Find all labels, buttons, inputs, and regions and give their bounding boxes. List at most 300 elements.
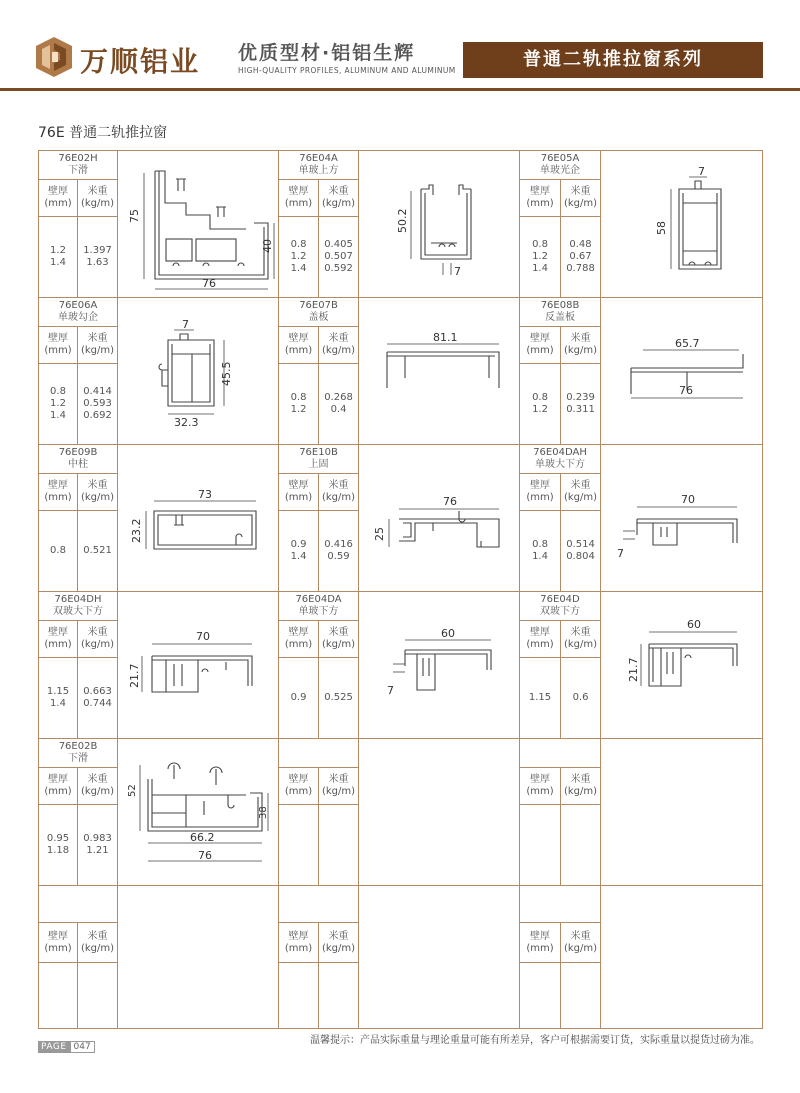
value-item: 1.4 [532, 263, 548, 275]
profile-drawing-76E07B [359, 298, 520, 444]
page-label: PAGE [38, 1041, 70, 1053]
empty-drawing-cell [359, 886, 520, 1029]
thickness-header [279, 180, 319, 217]
profile-name-cell [39, 151, 118, 180]
thickness-header [39, 621, 78, 658]
thickness-values [520, 963, 561, 1029]
weight-header [78, 621, 118, 658]
weight-header [561, 768, 601, 805]
weight-values [319, 658, 359, 739]
header-unit: (kg/m) [80, 639, 115, 651]
thickness-header [39, 327, 78, 364]
header-label: 米重 [328, 186, 349, 198]
header-unit: (mm) [284, 492, 313, 504]
header-label: 壁厚 [48, 186, 68, 198]
header-unit: (kg/m) [321, 639, 356, 651]
header-unit: (mm) [526, 639, 554, 651]
thickness-header [39, 474, 78, 511]
header-label: 米重 [87, 186, 108, 198]
profile-drawing-76E08B [601, 298, 763, 444]
header-label: 壁厚 [530, 480, 551, 492]
dim-label: 25 [373, 527, 387, 541]
thickness-values [279, 658, 319, 739]
value-item: 0.788 [566, 263, 595, 275]
thickness-values [520, 511, 561, 592]
dim-label: 60 [441, 627, 456, 640]
section-title: 76E 普通二轨推拉窗 [38, 125, 168, 141]
weight-values [319, 511, 359, 592]
weight-values [319, 217, 359, 298]
thickness-header [39, 768, 78, 805]
header-label: 米重 [328, 930, 349, 942]
weight-list [561, 692, 600, 704]
profile-name: 中柱 [68, 459, 88, 471]
weight-values [561, 658, 601, 739]
weight-values [561, 511, 601, 592]
value-item: 0.525 [324, 692, 353, 704]
weight-list [319, 392, 358, 416]
header-unit: (mm) [526, 786, 554, 798]
thickness-header [279, 923, 319, 963]
weight-list [319, 539, 358, 563]
value-item: 0.9 [290, 692, 307, 704]
thickness-header [39, 923, 78, 963]
profile-name-cell [520, 445, 601, 474]
value-item: 0.48 [569, 239, 592, 251]
profile-name: 双玻大下方 [53, 606, 103, 618]
thickness-header [520, 923, 561, 963]
value-item: 0.8 [50, 545, 66, 557]
header-unit: (kg/m) [80, 786, 115, 798]
weight-list [319, 692, 358, 704]
header-label: 米重 [570, 774, 591, 786]
value-item: 1.4 [50, 698, 66, 710]
thickness-list [39, 545, 77, 557]
weight-header [319, 621, 359, 658]
profile-name-cell [39, 592, 118, 621]
dim-label: 7 [387, 684, 395, 697]
weight-values [78, 805, 118, 886]
thickness-list [39, 386, 77, 422]
weight-values [78, 217, 118, 298]
empty-name-cell [39, 886, 118, 923]
profile-name-cell [279, 298, 359, 327]
profile-name-cell [279, 592, 359, 621]
profile-code: 76E02B [58, 741, 98, 753]
profile-drawing-cell [359, 592, 520, 739]
header-unit: (kg/m) [563, 942, 598, 954]
header-label: 壁厚 [288, 186, 309, 198]
header-unit: (kg/m) [563, 198, 598, 210]
header-unit: (mm) [284, 345, 313, 357]
thickness-list [520, 239, 560, 275]
profile-name: 单玻光企 [540, 165, 581, 177]
weight-header [319, 327, 359, 364]
dim-label: 52 [127, 784, 139, 797]
empty-name-cell [279, 739, 359, 768]
header-label: 米重 [87, 333, 108, 345]
profile-catalog-table [38, 150, 763, 1029]
empty-name-cell [520, 739, 601, 768]
header-label: 米重 [87, 627, 108, 639]
dim-label: 7 [698, 165, 706, 178]
empty-drawing-cell [601, 739, 763, 886]
profile-drawing-76E04D [601, 592, 763, 738]
weight-header [78, 474, 118, 511]
profile-drawing-76E10B [359, 445, 520, 591]
dim-label: 70 [681, 493, 696, 506]
thickness-values [39, 511, 78, 592]
thickness-values [520, 364, 561, 445]
header-label: 壁厚 [288, 333, 309, 345]
weight-values [319, 805, 359, 886]
profile-drawing-76E09B [118, 445, 279, 591]
value-item: 1.4 [50, 257, 66, 269]
thickness-header [279, 768, 319, 805]
profile-code: 76E10B [299, 447, 338, 459]
profile-name: 上固 [308, 459, 329, 471]
dim-label: 76 [202, 277, 217, 290]
profile-name: 反盖板 [545, 312, 576, 324]
header-label: 米重 [570, 627, 591, 639]
header-unit: (mm) [284, 639, 313, 651]
value-item: 0.311 [566, 404, 595, 416]
empty-name-cell [520, 886, 601, 923]
dim-label: 76 [443, 495, 458, 508]
weight-list [319, 239, 358, 275]
profile-name: 盖板 [308, 312, 329, 324]
header-label: 壁厚 [530, 774, 551, 786]
thickness-list [279, 239, 318, 275]
value-item: 0.8 [290, 239, 307, 251]
weight-header [319, 768, 359, 805]
header-unit: (kg/m) [563, 786, 598, 798]
value-item: 0.59 [327, 551, 350, 563]
weight-list [561, 239, 600, 275]
value-item: 1.18 [46, 845, 70, 857]
value-item: 0.744 [83, 698, 112, 710]
page-header [0, 0, 800, 92]
value-item: 0.4 [330, 404, 347, 416]
header-unit: (mm) [44, 786, 72, 798]
value-item: 0.67 [569, 251, 592, 263]
profile-drawing-76E04DAH [601, 445, 763, 591]
thickness-header [520, 621, 561, 658]
dim-label: 21.7 [627, 657, 641, 682]
weight-header [319, 923, 359, 963]
value-item: 1.2 [50, 398, 66, 410]
dim-label: 7 [617, 547, 625, 560]
thickness-list [39, 245, 77, 269]
header-label: 壁厚 [48, 930, 68, 942]
header-unit: (mm) [284, 786, 313, 798]
value-item: 1.397 [83, 245, 112, 257]
profile-code: 76E04A [299, 153, 338, 165]
value-item: 1.63 [86, 257, 109, 269]
thickness-list [520, 392, 560, 416]
dim-label: 65.7 [675, 337, 700, 350]
profile-name-cell [520, 298, 601, 327]
footer-note: 温馨提示：产品实际重量与理论重量可能有所差异，客户可根据需要订货，实际重量以提货过磅为准。 [310, 1035, 760, 1046]
profile-drawing-76E04DA [359, 592, 520, 738]
header-unit: (mm) [526, 345, 554, 357]
weight-values [78, 511, 118, 592]
value-item: 1.2 [532, 404, 548, 416]
thickness-values [279, 217, 319, 298]
thickness-values [39, 963, 78, 1029]
weight-list [78, 545, 117, 557]
header-unit: (kg/m) [563, 639, 598, 651]
value-item: 0.414 [83, 386, 112, 398]
header-label: 壁厚 [288, 480, 309, 492]
profile-code: 76E02H [58, 153, 98, 165]
value-item: 0.8 [290, 392, 307, 404]
profile-code: 76E04D [540, 594, 580, 606]
header-divider [0, 88, 800, 91]
weight-list [78, 245, 117, 269]
profile-name-cell [39, 298, 118, 327]
dim-label: 81.1 [433, 331, 458, 344]
header-label: 壁厚 [48, 480, 68, 492]
profile-drawing-cell [118, 151, 279, 298]
header-unit: (mm) [526, 492, 554, 504]
weight-values [561, 963, 601, 1029]
header-label: 米重 [87, 774, 108, 786]
profile-drawing-cell [601, 298, 763, 445]
weight-header [78, 768, 118, 805]
profile-drawing-cell [359, 151, 520, 298]
weight-header [78, 180, 118, 217]
value-item: 1.15 [46, 686, 70, 698]
weight-values [78, 658, 118, 739]
profile-code: 76E05A [540, 153, 580, 165]
header-unit: (mm) [526, 942, 554, 954]
profile-name: 单玻勾企 [58, 312, 98, 324]
empty-drawing-cell [118, 886, 279, 1029]
header-label: 壁厚 [530, 930, 551, 942]
value-item: 0.692 [83, 410, 112, 422]
dim-label: 50.2 [396, 208, 410, 233]
header-label: 米重 [87, 930, 108, 942]
thickness-header [279, 327, 319, 364]
header-label: 壁厚 [530, 627, 551, 639]
thickness-list [520, 692, 560, 704]
thickness-header [520, 180, 561, 217]
value-item: 0.507 [324, 251, 353, 263]
value-item: 0.8 [532, 539, 548, 551]
dim-label: 76 [198, 849, 213, 862]
value-item: 0.416 [324, 539, 353, 551]
thickness-header [520, 327, 561, 364]
thickness-values [279, 805, 319, 886]
weight-header [78, 327, 118, 364]
profile-drawing-76E05A [601, 151, 763, 297]
thickness-values [39, 217, 78, 298]
dim-label: 70 [196, 630, 211, 643]
header-unit: (mm) [284, 942, 313, 954]
weight-values [319, 364, 359, 445]
header-label: 壁厚 [288, 930, 309, 942]
profile-name: 单玻大下方 [535, 459, 586, 471]
header-unit: (kg/m) [80, 942, 115, 954]
value-item: 1.2 [532, 251, 548, 263]
profile-name: 单玻下方 [298, 606, 339, 618]
header-unit: (mm) [44, 942, 72, 954]
page-number: 047 [70, 1041, 95, 1053]
value-item: 0.983 [83, 833, 112, 845]
header-label: 米重 [570, 186, 591, 198]
thickness-values [279, 963, 319, 1029]
thickness-list [279, 392, 318, 416]
header-label: 米重 [87, 480, 108, 492]
header-label: 壁厚 [530, 186, 551, 198]
thickness-list [279, 539, 318, 563]
profile-code: 76E04DA [295, 594, 342, 606]
profile-drawing-76E04DH [118, 592, 279, 738]
thickness-header [520, 768, 561, 805]
profile-drawing-cell [118, 445, 279, 592]
weight-header [561, 474, 601, 511]
header-unit: (kg/m) [80, 198, 115, 210]
value-item: 0.405 [324, 239, 353, 251]
value-item: 0.514 [566, 539, 595, 551]
dim-label: 73 [198, 488, 213, 501]
value-item: 1.15 [528, 692, 552, 704]
weight-header [561, 180, 601, 217]
weight-values [561, 364, 601, 445]
value-item: 0.8 [532, 239, 548, 251]
header-label: 米重 [570, 480, 591, 492]
value-item: 1.21 [86, 845, 109, 857]
value-item: 1.4 [290, 551, 307, 563]
header-unit: (kg/m) [80, 345, 115, 357]
thickness-values [520, 805, 561, 886]
value-item: 0.8 [532, 392, 548, 404]
header-label: 米重 [328, 333, 349, 345]
dim-label: 38 [258, 806, 270, 819]
dim-label: 58 [655, 221, 669, 235]
thickness-header [279, 474, 319, 511]
brand-slogan: 优质型材·铝铝生辉 [238, 42, 416, 64]
dim-label: 23.2 [130, 518, 144, 543]
profile-drawing-cell [601, 151, 763, 298]
weight-values [561, 805, 601, 886]
profile-drawing-76E02H [118, 151, 279, 297]
header-unit: (mm) [44, 198, 72, 210]
thickness-values [39, 658, 78, 739]
weight-list [561, 392, 600, 416]
profile-drawing-cell [359, 445, 520, 592]
thickness-header [39, 180, 78, 217]
header-label: 米重 [570, 333, 591, 345]
header-label: 壁厚 [530, 333, 551, 345]
header-label: 米重 [328, 480, 349, 492]
header-unit: (kg/m) [563, 492, 598, 504]
header-unit: (mm) [44, 345, 72, 357]
value-item: 0.593 [83, 398, 112, 410]
profile-name-cell [279, 151, 359, 180]
profile-name: 单玻上方 [298, 165, 339, 177]
value-item: 1.4 [50, 410, 66, 422]
header-unit: (kg/m) [321, 942, 356, 954]
thickness-values [39, 805, 78, 886]
profile-name-cell [39, 445, 118, 474]
weight-list [78, 833, 117, 857]
header-label: 壁厚 [48, 774, 68, 786]
header-label: 壁厚 [288, 774, 309, 786]
brand-logo-icon [36, 37, 72, 77]
weight-list [78, 686, 117, 710]
value-item: 1.4 [290, 263, 307, 275]
header-label: 米重 [328, 627, 349, 639]
value-item: 0.663 [83, 686, 112, 698]
thickness-list [39, 686, 77, 710]
profile-drawing-76E02B [118, 739, 279, 885]
profile-drawing-cell [601, 592, 763, 739]
profile-name: 双玻下方 [540, 606, 581, 618]
dim-label: 75 [128, 209, 142, 223]
thickness-values [279, 364, 319, 445]
weight-list [78, 386, 117, 422]
header-unit: (kg/m) [80, 492, 115, 504]
value-item: 0.9 [290, 539, 307, 551]
profile-drawing-76E06A [118, 298, 279, 444]
profile-code: 76E06A [58, 300, 98, 312]
dim-label: 7 [182, 318, 190, 331]
header-label: 米重 [570, 930, 591, 942]
value-item: 0.592 [324, 263, 353, 275]
header-unit: (kg/m) [321, 198, 356, 210]
dim-label: 32.3 [174, 416, 199, 429]
profile-name: 下滑 [68, 753, 88, 765]
header-label: 壁厚 [288, 627, 309, 639]
value-item: 0.268 [324, 392, 353, 404]
page-indicator [38, 1041, 95, 1055]
header-unit: (mm) [284, 198, 313, 210]
header-label: 壁厚 [48, 627, 68, 639]
profile-code: 76E04DAH [533, 447, 587, 459]
thickness-header [279, 621, 319, 658]
dim-label: 60 [687, 618, 702, 631]
thickness-values [520, 658, 561, 739]
header-unit: (kg/m) [321, 786, 356, 798]
header-label: 米重 [328, 774, 349, 786]
weight-header [561, 327, 601, 364]
weight-header [561, 621, 601, 658]
weight-values [319, 963, 359, 1029]
value-item: 0.8 [50, 386, 66, 398]
dim-label: 66.2 [190, 831, 215, 844]
thickness-values [520, 217, 561, 298]
thickness-header [520, 474, 561, 511]
header-unit: (kg/m) [321, 345, 356, 357]
dim-label: 45.5 [220, 361, 234, 386]
series-title-banner: 普通二轨推拉窗系列 [463, 42, 763, 78]
thickness-list [39, 833, 77, 857]
profile-code: 76E04DH [54, 594, 102, 606]
profile-drawing-cell [359, 298, 520, 445]
value-item: 0.6 [572, 692, 589, 704]
thickness-values [279, 511, 319, 592]
empty-drawing-cell [359, 739, 520, 886]
value-item: 0.804 [566, 551, 595, 563]
profile-code: 76E08B [540, 300, 580, 312]
dim-label: 76 [679, 384, 694, 397]
weight-values [78, 963, 118, 1029]
empty-name-cell [279, 886, 359, 923]
profile-code: 76E07B [299, 300, 338, 312]
value-item: 0.521 [83, 545, 112, 557]
